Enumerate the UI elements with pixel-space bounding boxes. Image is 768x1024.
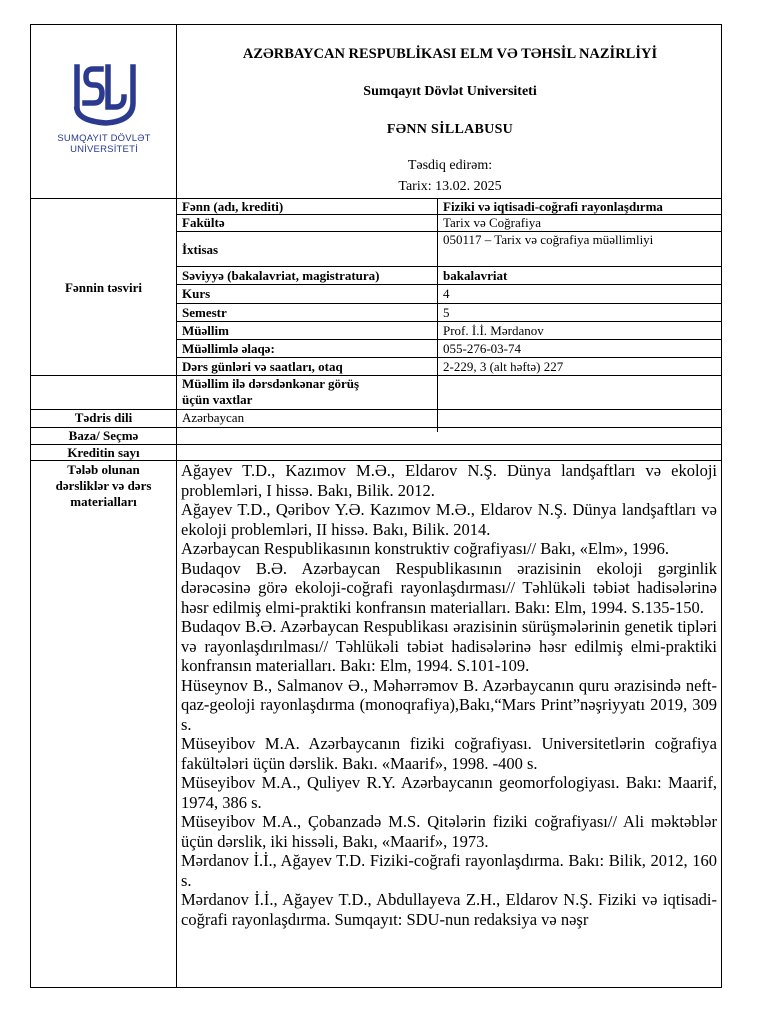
row-value-subject: Fiziki və iqtisadi-coğrafi rayonlaşdırma — [443, 199, 663, 214]
material-item: Budaqov B.Ə. Azərbaycan Respublikası ərazisinin sürüşmələrinin genetik tipləri və rayonlaşdırılması// Təhlükəli təbiət hadisələrinə həsr edilmiş elmi-praktiki konfransın materialları. Bakı: Elm, 1994. S.101-109. — [181, 617, 717, 675]
syllabus-page — [30, 24, 722, 988]
row-value-semester: 5 — [443, 305, 450, 320]
materials-label-line2: dərsliklər və dərs — [55, 478, 152, 493]
material-item: Müseyibov M.A., Quliyev R.Y. Azərbaycanın geomorfologiyası. Bakı: Maarif, 1974, 386 s. — [181, 773, 717, 812]
approval-text: Təsdiq edirəm: — [407, 158, 493, 173]
materials-label-line1: Tələb olunan — [67, 462, 140, 477]
row-value-specialty: 050117 – Tarix və coğrafiya müəllimliyi — [443, 232, 654, 247]
university-logo — [31, 25, 177, 198]
approval-date: Tarix: 13.02. 2025 — [398, 179, 502, 194]
material-item: Mərdanov İ.İ., Ağayev T.D. Fiziki-coğrafi rayonlaşdırma. Bakı: Bilik, 2012, 160 s. — [181, 851, 717, 890]
university-name: Sumqayıt Dövlət Universiteti — [363, 84, 537, 99]
row-value-contact: 055-276-03-74 — [443, 341, 521, 356]
office-hours-label-line2: üçün vaxtlar — [182, 392, 253, 407]
material-item: Ağayev T.D., Qəribov Y.Ə. Kazımov M.Ə., Eldarov N.Ş. Dünya landşaftları və ekoloji problemləri, II hissə. Bakı, Bilik. 2014. — [181, 500, 717, 539]
material-item: Hüseynov B., Salmanov Ə., Məhərrəmov B. Azərbaycanın quru ərazisində neft-qaz-geoloji rayonlaşdırma (monoqrafiya),Bakı,“Mars Print”nəşriyyatı 2019, 309 s. — [181, 675, 717, 734]
materials-list — [181, 461, 717, 929]
logo-caption-line1: SUMQAYIT DÖVLƏT — [57, 133, 151, 144]
syllabus-header — [31, 25, 722, 199]
credit-count-label: Kreditin sayı — [67, 445, 140, 460]
row-value-teacher: Prof. İ.İ. Mərdanov — [443, 323, 544, 338]
row-value-course: 4 — [443, 286, 450, 301]
row-value-level: bakalavriat — [443, 268, 508, 283]
row-value-faculty: Tarix və Coğrafiya — [443, 215, 541, 230]
row-label-schedule: Dərs günləri və saatları, otaq — [182, 359, 343, 374]
material-item: Ağayev T.D., Kazımov M.Ə., Eldarov N.Ş. Dünya landşaftları və ekoloji problemləri, I hissə. Bakı, Bilik. 2012. — [181, 461, 717, 500]
row-label-contact: Müəllimlə əlaqə: — [182, 341, 275, 356]
material-item: Müseyibov M.A. Azərbaycanın fiziki coğrafiyası. Universitetlərin coğrafiya fakültələri üçün dərslik. Bakı. «Maarif», 1998. -400 s. — [181, 734, 717, 773]
ministry-title: AZƏRBAYCAN RESPUBLİKASI ELM VƏ TƏHSİL NAZİRLİYİ — [242, 46, 658, 62]
row-label-level: Səviyyə (bakalavriat, magistratura) — [182, 268, 380, 283]
material-item: Müseyibov M.A., Çobanzadə M.S. Qitələrin fiziki coğrafiyası// Ali məktəblər üçün dərslik, iki hissəli, Bakı, «Maarif», 1973. — [181, 812, 717, 851]
university-logo-icon — [71, 63, 141, 127]
language-label: Tədris dili — [74, 410, 133, 425]
row-label-faculty: Fakültə — [182, 215, 225, 230]
row-label-semester: Semestr — [182, 305, 227, 320]
base-elective-label: Baza/ Seçmə — [68, 428, 139, 443]
row-value-schedule: 2-229, 3 (alt həftə) 227 — [443, 359, 564, 374]
material-item: Budaqov B.Ə. Azərbaycan Respublikasının ərazisinin ekoloji gərginlik dərəcəsinə görə ekoloji-coğrafi rayonlaşdırması// Təhlükəli təbiət hadisələrinə həsr edilmiş elmi-praktiki konfransın materialları. Bakı: Elm, 1994. S.135-150. — [181, 558, 717, 617]
materials-label-line3: materialları — [70, 494, 137, 509]
logo-caption-line2: UNİVERSİTETİ — [70, 144, 138, 155]
row-label-teacher: Müəllim — [182, 323, 229, 338]
language-value: Azərbaycan — [182, 410, 245, 425]
material-item: Mərdanov İ.İ., Ağayev T.D., Abdullayeva Z.H., Eldarov N.Ş. Fiziki və iqtisadi-coğrafi rayonlaşdırma. Sumqayıt: SDU-nun redaksiya və nəşr — [181, 890, 717, 929]
row-label-subject: Fənn (adı, krediti) — [182, 199, 284, 214]
office-hours-label-line1: Müəllim ilə dərsdənkənar görüş — [182, 376, 360, 391]
description-label: Fənnin təsviri — [65, 280, 142, 295]
row-label-course: Kurs — [182, 286, 211, 301]
material-item: Azərbaycan Respublikasının konstruktiv coğrafiyası// Bakı, «Elm», 1996. — [181, 539, 670, 558]
row-label-specialty: İxtisas — [182, 242, 219, 257]
document-title: FƏNN SİLLABUSU — [386, 122, 514, 137]
